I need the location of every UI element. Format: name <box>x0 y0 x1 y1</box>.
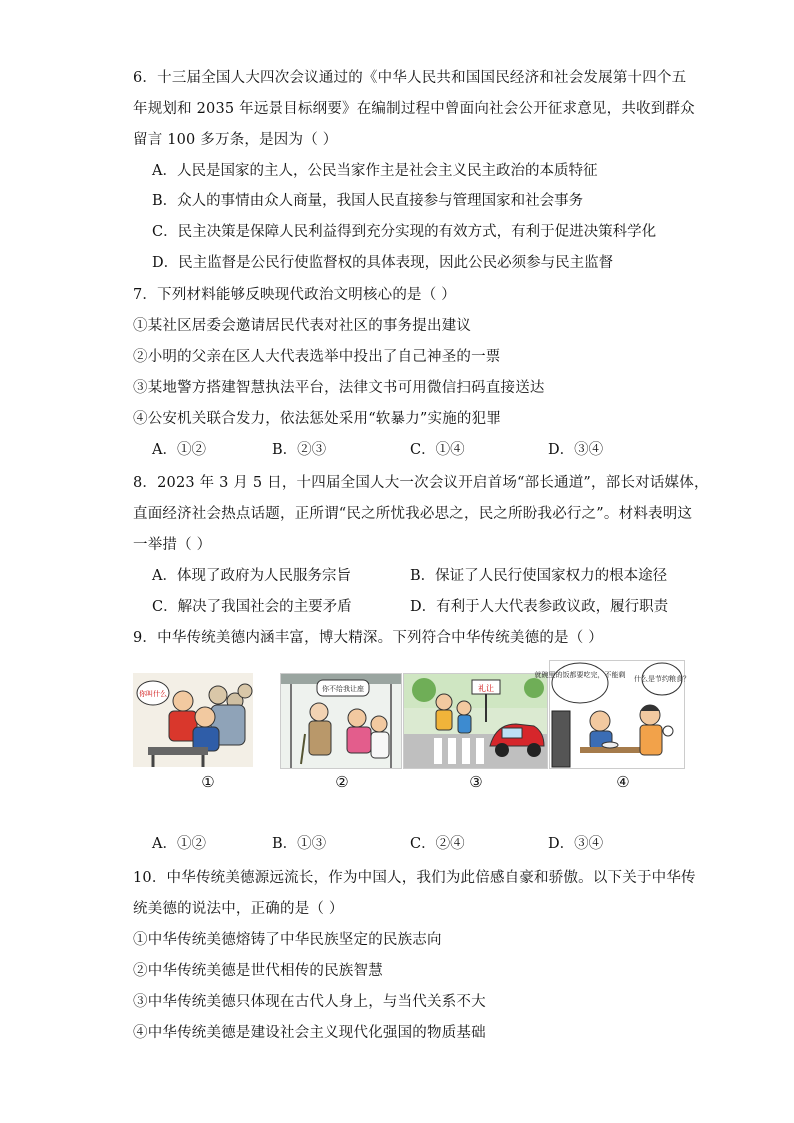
q7-option-d: D．③④ <box>548 442 604 458</box>
q9-panel-2-image <box>280 673 402 769</box>
q10-item-2: ②中华传统美德是世代相传的民族智慧 <box>133 963 383 979</box>
q9-panel-3-label: ③ <box>469 773 483 791</box>
q7-option-b: B．②③ <box>272 442 327 458</box>
q9-panel-4-image <box>534 660 690 769</box>
q8-option-b: B．保证了人民行使国家权力的根本途径 <box>410 568 668 584</box>
q9-panel-4-bubble-left: 就碗里的饭都要吃完，不能剩 <box>534 671 626 679</box>
q6-stem-line-3: 留言 100 多万条，是因为（ ） <box>133 132 338 148</box>
q9-panel-2-label: ② <box>335 773 349 791</box>
q9-panel-4-label: ④ <box>616 773 630 791</box>
q9-panel-1-label: ① <box>201 773 215 791</box>
q8-stem-line-3: 一举措（ ） <box>133 537 212 553</box>
q9-stem: 9．中华传统美德内涵丰富，博大精深。下列符合中华传统美德的是（ ） <box>133 630 603 646</box>
q7-item-2: ②小明的父亲在区人大代表选举中投出了自己神圣的一票 <box>133 349 501 365</box>
q9-option-b: B．①③ <box>272 836 327 852</box>
q7-item-1: ①某社区居委会邀请居民代表对社区的事务提出建议 <box>133 318 472 334</box>
q7-option-a: A．①② <box>152 442 206 458</box>
q10-item-3: ③中华传统美德只体现在古代人身上，与当代关系不大 <box>133 994 486 1010</box>
q8-option-a: A．体现了政府为人民服务宗旨 <box>152 568 351 584</box>
q8-option-d: D．有利于人大代表参政议政，履行职责 <box>410 599 669 615</box>
q9-panel-1-image <box>133 673 253 767</box>
q6-option-d: D．民主监督是公民行使监督权的具体表现，因此公民必须参与民主监督 <box>152 255 614 271</box>
q9-panel-3-sign: 礼让 <box>478 684 494 693</box>
q8-stem-line-1: 8．2023 年 3 月 5 日，十四届全国人大一次会议开启首场“部长通道”，部长对话媒体， <box>133 475 709 491</box>
q10-item-4: ④中华传统美德是建设社会主义现代化强国的物质基础 <box>133 1025 486 1041</box>
q7-stem: 7．下列材料能够反映现代政治文明核心的是（ ） <box>133 287 456 303</box>
q7-option-c: C．①④ <box>410 442 465 458</box>
q7-item-3: ③某地警方搭建智慧执法平台，法律文书可用微信扫码直接送达 <box>133 380 545 396</box>
q8-option-c: C．解决了我国社会的主要矛盾 <box>152 599 352 615</box>
q10-item-1: ①中华传统美德熔铸了中华民族坚定的民族志向 <box>133 932 442 948</box>
q9-option-c: C．②④ <box>410 836 465 852</box>
q6-option-c: C．民主决策是保障人民利益得到充分实现的有效方式，有利于促进决策科学化 <box>152 224 657 240</box>
q9-panel-4-bubble-right: 什么是节约粮食？ <box>634 675 690 683</box>
q6-stem-line-2: 年规划和 2035 年远景目标纲要》在编制过程中曾面向社会公开征求意见，共收到群众 <box>133 101 695 117</box>
q7-item-4: ④公安机关联合发力，依法惩处采用“软暴力”实施的犯罪 <box>133 411 502 427</box>
q10-stem-line-2: 统美德的说法中，正确的是（ ） <box>133 901 344 917</box>
q6-option-a: A．人民是国家的主人，公民当家作主是社会主义民主政治的本质特征 <box>152 163 598 179</box>
q6-option-b: B．众人的事情由众人商量，我国人民直接参与管理国家和社会事务 <box>152 193 584 209</box>
q9-option-a: A．①② <box>152 836 206 852</box>
q9-panel-2-bubble: 你不给我让座 <box>322 685 364 693</box>
q9-panel-1-bubble: 你叫什么 <box>139 690 167 698</box>
q6-stem-line-1: 6．十三届全国人大四次会议通过的《中华人民共和国国民经济和社会发展第十四个五 <box>133 70 687 86</box>
q10-stem-line-1: 10．中华传统美德源远流长，作为中国人，我们为此倍感自豪和骄傲。以下关于中华传 <box>133 870 696 886</box>
q9-panel-3-image <box>403 673 548 769</box>
q8-stem-line-2: 直面经济社会热点话题，正所谓“民之所忧我必思之，民之所盼我必行之”。材料表明这 <box>133 506 693 522</box>
q9-option-d: D．③④ <box>548 836 604 852</box>
